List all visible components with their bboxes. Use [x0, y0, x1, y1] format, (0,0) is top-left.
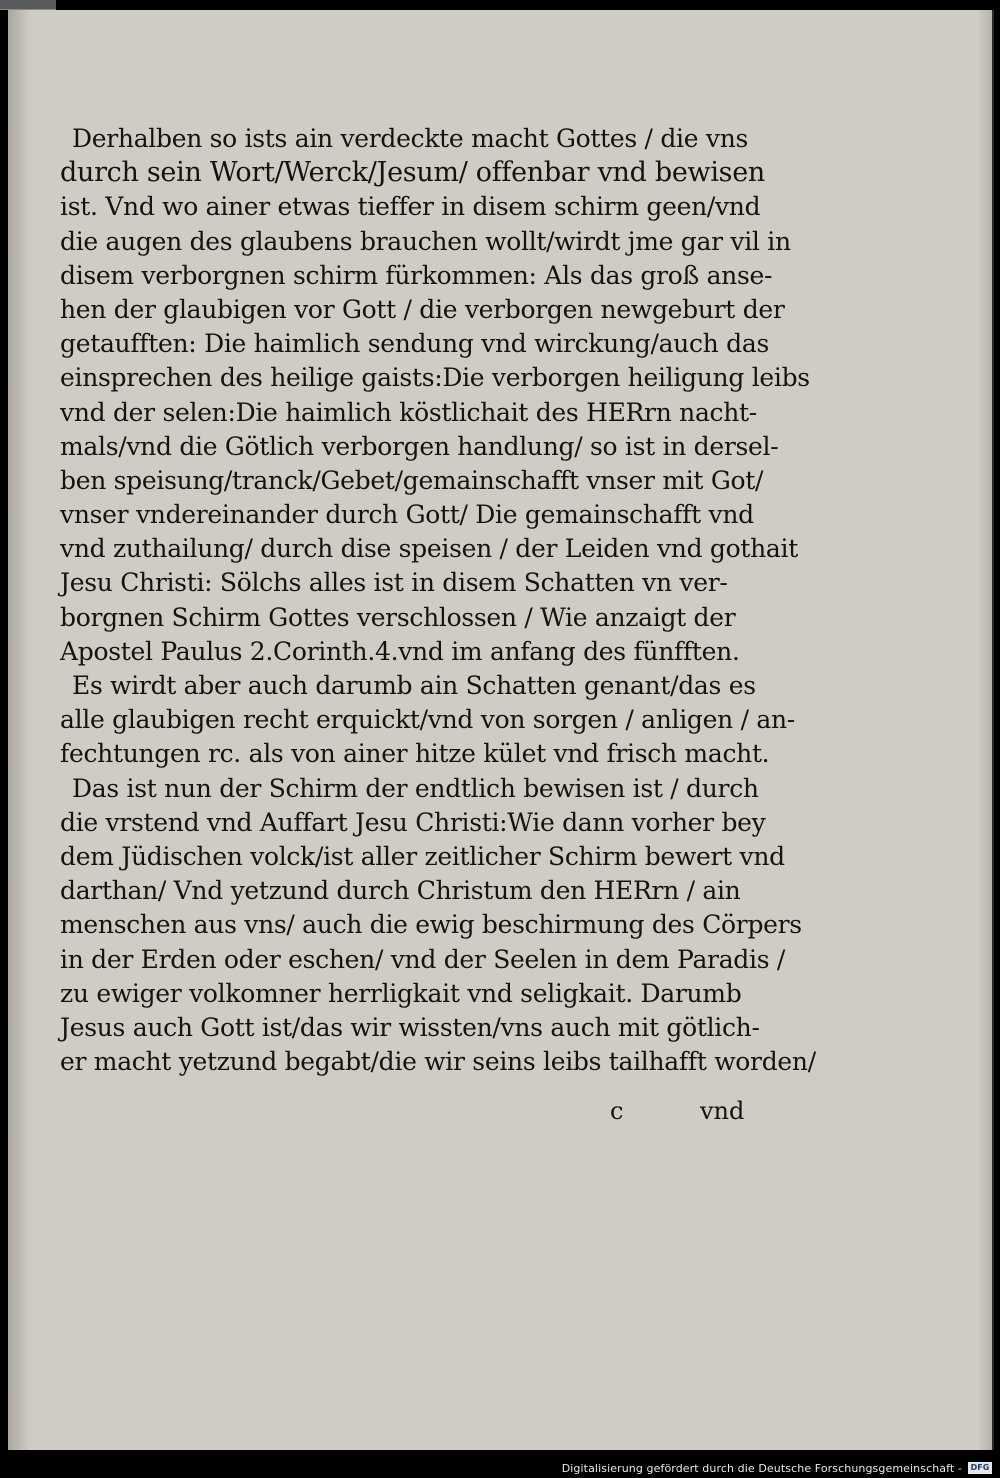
text-line: disem verborgnen schirm fürkommen: Als das groß anse-	[60, 260, 773, 290]
text-line: zu ewiger volkomner herrligkait vnd seligkait. Darumb	[60, 978, 742, 1008]
text-line: vnd zuthailung/ durch dise speisen / der Leiden vnd gothait	[60, 534, 798, 564]
page-foot	[60, 1094, 760, 1128]
text-line: ben speisung/tranck/Gebet/gemainschafft vnser mit Got/	[60, 465, 764, 495]
text-line: dem Jüdischen volck/ist aller zeitlicher Schirm bewert vnd	[60, 841, 785, 871]
corner-marker	[0, 0, 56, 10]
text-line: in der Erden oder eschen/ vnd der Seelen in dem Paradis /	[60, 944, 786, 974]
text-line: ist. Vnd wo ainer etwas tieffer in disem schirm geen/vnd	[60, 192, 761, 222]
text-line: Derhalben so ists ain verdeckte macht Gottes / die vns	[72, 124, 749, 153]
text-line: fechtungen rc. als von ainer hitze kület vnd frisch macht.	[60, 739, 770, 769]
text-line: Apostel Paulus 2.Corinth.4.vnd im anfang des fünfften.	[60, 636, 740, 666]
text-line: Es wirdt aber auch darumb ain Schatten genant/das es	[72, 671, 756, 700]
digitization-credit: Digitalisierung gefördert durch die Deutsche Forschungsgemeinschaft -	[561, 1462, 962, 1475]
text-line: darthan/ Vnd yetzund durch Christum den HERrn / ain	[60, 876, 741, 906]
signature-mark: c	[610, 1097, 624, 1125]
text-line: alle glaubigen recht erquickt/vnd von sorgen / anligen / an-	[60, 705, 795, 735]
text-line: die augen des glaubens brauchen wollt/wirdt jme gar vil in	[60, 226, 791, 256]
text-line: vnd der selen:Die haimlich köstlichait des HERrn nacht-	[60, 397, 757, 427]
text-line: Das ist nun der Schirm der endtlich bewisen ist / durch	[72, 773, 759, 803]
page-edge-shadow	[978, 10, 992, 1450]
text-line: hen der glaubigen vor Gott / die verborgen newgeburt der	[60, 294, 785, 324]
dfg-logo-icon: DFG	[968, 1462, 992, 1474]
text-line: er macht yetzund begabt/die wir seins leibs tailhafft worden/	[60, 1047, 816, 1077]
page-gutter-shadow	[8, 10, 30, 1450]
text-line: mals/vnd die Götlich verborgen handlung/ so ist in dersel-	[60, 431, 779, 461]
text-line: die vrstend vnd Auffart Jesu Christi:Wie dann vorher bey	[60, 807, 766, 837]
text-line: einsprechen des heilige gaists:Die verborgen heiligung leibs	[60, 363, 810, 393]
book-page	[8, 10, 994, 1450]
catchword: vnd	[700, 1097, 745, 1125]
text-line: vnser vndereinander durch Gott/ Die gemainschafft vnd	[60, 500, 754, 530]
text-line: getaufften: Die haimlich sendung vnd wirckung/auch das	[60, 329, 769, 359]
text-line: Jesu Christi: Sölchs alles ist in disem Schatten vn ver-	[60, 568, 728, 598]
text-line: Jesus auch Gott ist/das wir wissten/vns auch mit götlich-	[60, 1012, 760, 1042]
text-line: menschen aus vns/ auch die ewig beschirmung des Cörpers	[60, 910, 802, 940]
text-line: borgnen Schirm Gottes verschlossen / Wie anzaigt der	[60, 602, 736, 632]
text-line: durch sein Wort/Werck/Jesum/ offenbar vnd bewisen	[60, 157, 766, 189]
body-text	[60, 122, 816, 1079]
